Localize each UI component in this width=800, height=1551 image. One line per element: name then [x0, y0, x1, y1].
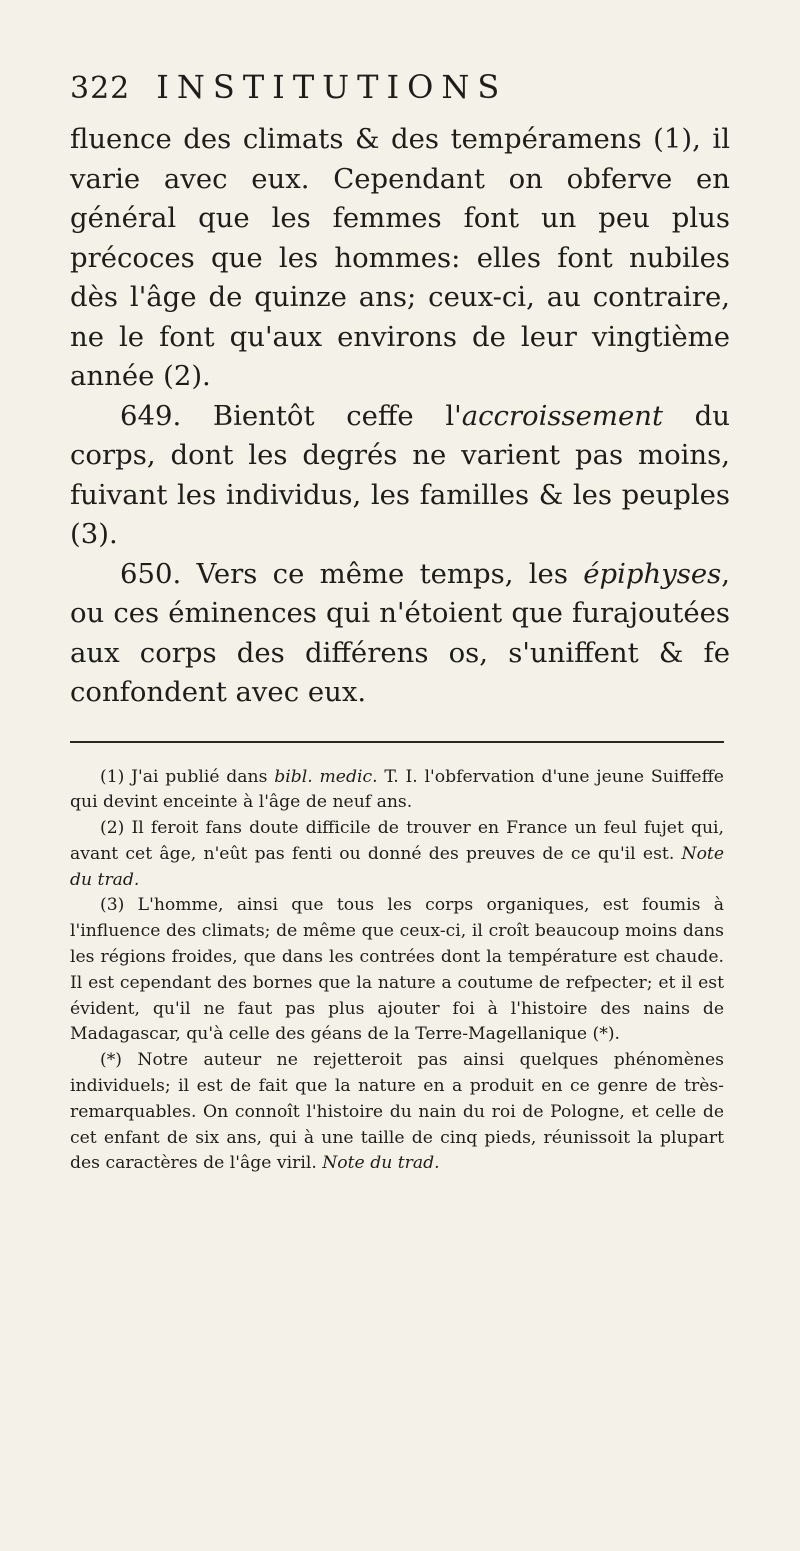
paragraph-649-rest: du corps, dont les degrés ne varient pas moins, fuivant les individus, les familles & les peuples (3).: [70, 399, 730, 550]
running-head: [70, 68, 730, 118]
paragraph-649: [70, 397, 730, 555]
footnote-3: (3) L'homme, ainsi que tous les corps organiques, est foumis à l'influence des climats; de même que ceux-ci, il croît beaucoup moins dans les régions froides, que dans les contrées dont la température est chaude. Il est cependant des bornes que la nature a coutume de refpecter; et il est évident, qu'il ne faut pas plus ajouter foi à l'histoire des nains de Madagascar, qu'à celle des géans de la Terre-Magellanique (*).: [70, 895, 724, 1045]
main-text: [70, 120, 730, 713]
footnote-2: [70, 816, 724, 893]
footnote-1-rest: T. I. l'obfervation d'une jeune Suiffeffe qui devint enceinte à l'âge de neuf ans.: [70, 766, 724, 813]
footnotes: [70, 765, 730, 1178]
footnote-2-signature: Note du trad.: [70, 843, 724, 890]
paragraph-650-lead: 650. Vers ce même temps, les: [120, 557, 584, 590]
paragraph-650-rest: , ou ces éminences qui n'étoient que furajoutées aux corps des différens os, s'uniffent & fe confondent avec eux.: [70, 557, 730, 708]
paragraph-continuation: fluence des climats & des tempéramens (1), il varie avec eux. Cependant on obferve en général que les femmes font un peu plus précoces que les hommes: elles font nubiles dès l'âge de quinze ans; ceux-ci, au contraire, ne le font qu'aux environs de leur vingtième année (2).: [70, 123, 730, 392]
paragraph-649-lead: 649. Bientôt ceffe l': [120, 399, 462, 432]
footnote-rule: [70, 741, 724, 743]
page-number: 322: [70, 71, 131, 106]
footnote-1: [70, 765, 724, 817]
footnote-star-signature: Note du trad.: [322, 1153, 440, 1174]
running-title: INSTITUTIONS: [156, 68, 508, 106]
footnote-1-reference: bibl. medic.: [274, 766, 378, 787]
footnote-2-text: (2) Il feroit fans doute difficile de trouver en France un feul fujet qui, avant cet âge, n'eût pas fenti ou donné des preuves de ce qu'il est.: [70, 818, 724, 864]
footnote-star-text: (*) Notre auteur ne rejetteroit pas ainsi quelques phénomènes individuels; il est de fait que la nature en a produit en ce genre de très-remarquables. On connoît l'histoire du nain du roi de Pologne, et celle de cet enfant de six ans, qui à une taille de cinq pieds, réunissoit la plupart des caractères de l'âge viril.: [70, 1050, 724, 1174]
term-epiphyses: épiphyses: [583, 557, 722, 590]
footnote-star: [70, 1048, 724, 1177]
paragraph-650: [70, 555, 730, 713]
term-accroissement: accroissement: [461, 399, 664, 432]
footnote-1-lead: (1) J'ai publié dans: [100, 766, 275, 787]
